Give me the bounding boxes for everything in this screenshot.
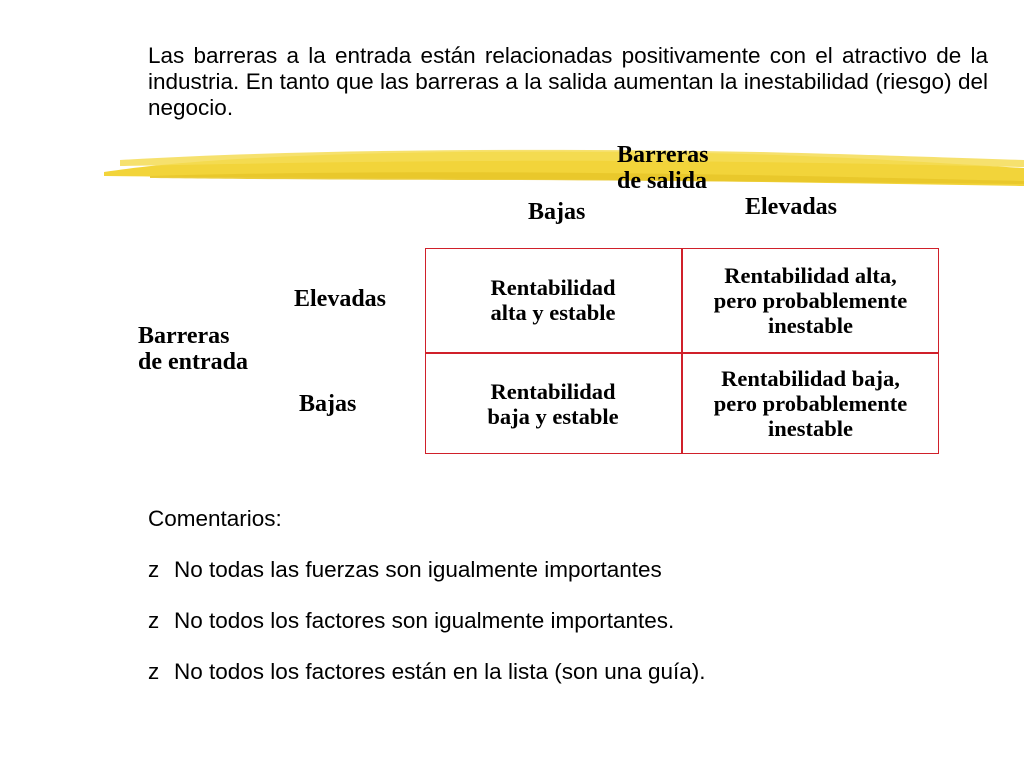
matrix-cell-low-entry-low-exit: Rentabilidad baja y estable — [487, 378, 619, 429]
comment-item: z No todos los factores están en la lista (son una guía). — [148, 659, 706, 684]
matrix-cell-high-entry-low-exit: Rentabilidad alta y estable — [490, 275, 616, 325]
comments-title: Comentarios: — [148, 506, 282, 531]
comment-item: z No todos los factores son igualmente importantes. — [148, 608, 675, 633]
row-header-low: Bajas — [299, 391, 357, 417]
entry-barriers-header: Barreras de entrada — [138, 323, 248, 375]
col-header-high: Elevadas — [745, 194, 838, 220]
matrix-cell-high-entry-high-exit: Rentabilidad alta, pero probablemente inestable — [713, 262, 908, 338]
exit-barriers-header: Barreras de salida — [617, 142, 709, 194]
comment-item: z No todas las fuerzas son igualmente importantes — [148, 557, 662, 582]
matrix-cell-low-entry-high-exit: Rentabilidad baja, pero probablemente inestable — [713, 366, 908, 441]
row-header-high: Elevadas — [294, 286, 387, 312]
z-bullet-icon: z — [148, 557, 160, 582]
intro-paragraph: Las barreras a la entrada están relacionadas positivamente con el atractivo de la industria. En tanto que las barreras a la salida aumentan la inestabilidad (riesgo) del negocio. — [148, 43, 988, 120]
z-bullet-icon: z — [148, 608, 160, 633]
col-header-low: Bajas — [528, 199, 586, 225]
z-bullet-icon: z — [148, 659, 160, 684]
